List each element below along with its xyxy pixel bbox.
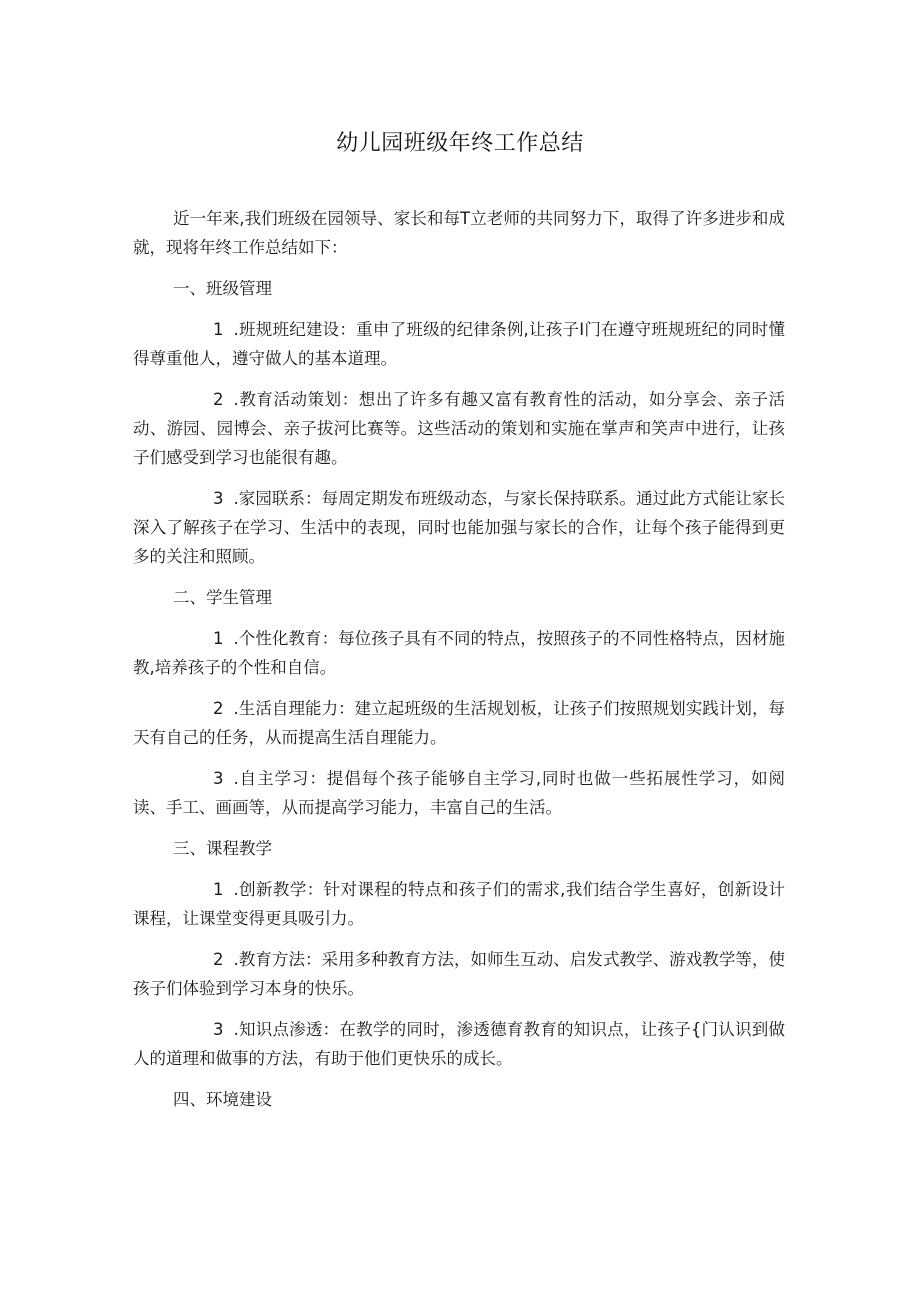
document-title: 幼儿园班级年终工作总结 (336, 131, 584, 156)
item-text: .创新教学：针对课程的特点和孩子们的需求,我们结合学生喜好，创新设计课程，让课堂变得更具吸引力。 (133, 880, 785, 928)
list-item (133, 624, 785, 682)
item-text: .生活自理能力：建立起班级的生活规划板，让孩子们按照规划实践计划，每天有自己的任务，从而提高生活自理能力。 (133, 699, 785, 747)
section-heading-student-management: 二、学生管理 (173, 588, 272, 607)
list-item (133, 764, 785, 822)
item-number: 3 (213, 1020, 224, 1039)
list-item (133, 945, 785, 1003)
list-item (133, 315, 785, 373)
list-item (133, 484, 785, 571)
section-heading-environment-building: 四、环境建设 (173, 1090, 272, 1109)
item-number: 1 (213, 880, 224, 899)
list-item (133, 385, 785, 472)
section-heading-class-management: 一、班级管理 (173, 279, 272, 298)
intro-paragraph: 近一年来,我们班级在园领导、家长和每T立老师的共同努力下，取得了许多进步和成就，现将年终工作总结如下： (133, 209, 785, 257)
item-number: 3 (213, 489, 224, 508)
item-number: 2 (213, 699, 224, 718)
item-text: .教育活动策划：想出了许多有趣又富有教育性的活动，如分享会、亲子活动、游园、园博会、亲子拔河比赛等。这些活动的策划和实施在掌声和笑声中进行，让孩子们感受到学习也能很有趣。 (133, 390, 785, 467)
document-body (133, 204, 785, 1126)
item-text: .自主学习：提倡每个孩子能够自主学习,同时也做一些拓展性学习，如阅读、手工、画画等，从而提高学习能力，丰富自己的生活。 (133, 769, 785, 817)
item-text: .班规班纪建设：重申了班级的纪律条例,让孩子I门在遵守班规班纪的同时懂得尊重他人，遵守做人的基本道理。 (133, 320, 785, 368)
item-number: 3 (213, 769, 224, 788)
item-text: .个性化教育：每位孩子具有不同的特点，按照孩子的不同性格特点，因材施教,培养孩子的个性和自信。 (133, 629, 785, 677)
item-number: 1 (213, 629, 224, 648)
item-number: 2 (213, 950, 224, 969)
item-number: 2 (213, 390, 224, 409)
item-text: .教育方法：采用多种教育方法，如师生互动、启发式教学、游戏教学等，使孩子们体验到学习本身的快乐。 (133, 950, 785, 998)
list-item (133, 1015, 785, 1073)
list-item (133, 694, 785, 752)
item-text: .知识点渗透：在教学的同时，渗透德育教育的知识点，让孩子{门认识到做人的道理和做事的方法，有助于他们更快乐的成长。 (133, 1020, 785, 1068)
item-text: .家园联系：每周定期发布班级动态，与家长保持联系。通过此方式能让家长深入了解孩子在学习、生活中的表现，同时也能加强与家长的合作，让每个孩子能得到更多的关注和照顾。 (133, 489, 785, 566)
item-number: 1 (213, 320, 224, 339)
section-heading-curriculum-teaching: 三、课程教学 (173, 839, 272, 858)
list-item (133, 875, 785, 933)
